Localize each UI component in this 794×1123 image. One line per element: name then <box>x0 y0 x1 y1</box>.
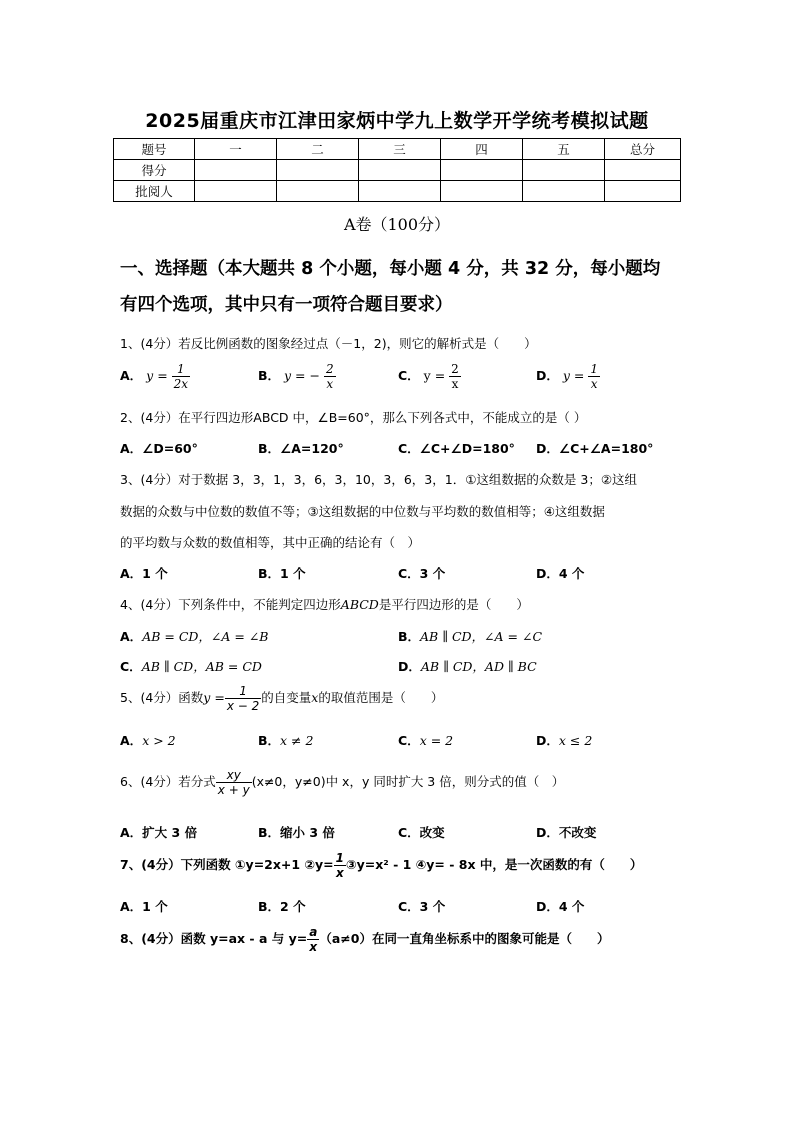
question-7-option-b[interactable]: B．2 个 <box>258 899 306 914</box>
question-3-stem-line1: 3、(4分）对于数据 3，3，1，3，6，3，10，3，6，3，1．①这组数据的众数是 3；②这组 <box>120 472 638 487</box>
function-prefix: y = <box>203 690 225 705</box>
question-4-option-a[interactable] <box>120 627 269 645</box>
question-2-option-b[interactable]: B．∠A=120° <box>258 441 344 456</box>
section-heading-line2: 有四个选项，其中只有一项符合题目要求） <box>120 295 453 315</box>
question-5-option-d[interactable] <box>536 731 592 749</box>
question-3-stem-line3: 的平均数与众数的数值相等，其中正确的结论有（ ） <box>120 535 421 550</box>
grader-cell[interactable] <box>523 181 605 202</box>
row-label: 得分 <box>114 160 195 181</box>
option-fraction <box>172 362 190 391</box>
option-text: x ≠ 2 <box>280 733 314 748</box>
option-letter: A． <box>120 733 143 748</box>
fraction-denominator: x <box>451 377 459 391</box>
grader-row <box>114 181 681 202</box>
option-prefix: y = − <box>284 368 320 383</box>
grader-cell[interactable] <box>359 181 441 202</box>
header-cell: 三 <box>359 139 441 160</box>
fraction-denominator: 2x <box>173 377 189 391</box>
option-text: AB ∥ CD，∠A = ∠C <box>420 629 543 644</box>
grader-cell[interactable] <box>441 181 523 202</box>
question-1-option-c[interactable] <box>398 362 461 391</box>
question-1-option-d[interactable] <box>536 362 600 391</box>
fraction-denominator: x <box>590 377 598 391</box>
question-2-option-d[interactable]: D．∠C+∠A=180° <box>536 441 654 456</box>
option-prefix: y = <box>423 368 446 383</box>
question-3-option-d[interactable]: D．4 个 <box>536 566 585 581</box>
question-2-stem: 2、(4分）在平行四边形ABCD 中，∠B=60°，那么下列各式中，不能成立的是（ ） <box>120 410 587 425</box>
option-text: x = 2 <box>419 733 454 748</box>
stem-text: 8、(4分）函数 y=ax - a 与 y= <box>120 931 308 946</box>
question-5-option-c[interactable] <box>398 731 453 749</box>
option-letter: D． <box>536 368 559 383</box>
option-text: AB ∥ CD，AD ∥ BC <box>420 659 537 674</box>
question-6-option-d[interactable]: D．不改变 <box>536 825 597 840</box>
stem-fraction <box>307 925 319 954</box>
stem-text: 的自变量 <box>261 690 312 705</box>
grader-cell[interactable] <box>277 181 359 202</box>
question-3-option-c[interactable]: C．3 个 <box>398 566 446 581</box>
question-1-option-b[interactable] <box>258 362 336 391</box>
question-2-option-c[interactable]: C．∠C+∠D=180° <box>398 441 515 456</box>
score-cell[interactable] <box>195 160 277 181</box>
question-7-option-d[interactable]: D．4 个 <box>536 899 585 914</box>
header-cell: 二 <box>277 139 359 160</box>
volume-heading: A卷（100分） <box>343 215 451 234</box>
score-cell[interactable] <box>605 160 681 181</box>
row-label: 批阅人 <box>114 181 195 202</box>
question-3-option-b[interactable]: B．1 个 <box>258 566 306 581</box>
option-prefix: y = <box>146 368 168 383</box>
question-8-stem <box>120 925 609 954</box>
score-cell[interactable] <box>277 160 359 181</box>
fraction-denominator: x + y <box>217 783 250 797</box>
fraction-numerator: 2 <box>451 362 459 376</box>
stem-math: ABCD <box>340 597 379 612</box>
header-cell: 五 <box>523 139 605 160</box>
option-letter: B． <box>258 368 281 383</box>
question-4-option-c[interactable] <box>120 657 262 675</box>
stem-fraction <box>334 851 346 880</box>
stem-text: 的取值范围是（ ） <box>318 690 444 705</box>
question-6-stem <box>120 768 564 797</box>
option-text: AB ∥ CD，AB = CD <box>141 659 262 674</box>
question-3-option-a[interactable]: A．1 个 <box>120 566 168 581</box>
option-letter: D． <box>398 659 421 674</box>
question-7-stem <box>120 851 642 880</box>
question-6-option-c[interactable]: C．改变 <box>398 825 445 840</box>
fraction-denominator: x <box>309 940 318 954</box>
question-7-option-c[interactable]: C．3 个 <box>398 899 446 914</box>
question-5-option-a[interactable] <box>120 731 176 749</box>
question-5-option-b[interactable] <box>258 731 313 749</box>
question-1-option-a[interactable] <box>120 362 190 391</box>
section-heading-line1: 一、选择题（本大题共 8 个小题，每小题 4 分，共 32 分，每小题均 <box>120 259 661 279</box>
stem-text: (x≠0，y≠0)中 x，y 同时扩大 3 倍，则分式的值（ ） <box>251 774 565 789</box>
header-cell: 总分 <box>605 139 681 160</box>
header-cell: 四 <box>441 139 523 160</box>
fraction-denominator: x <box>326 377 334 391</box>
fraction-numerator: 1 <box>172 362 190 377</box>
option-text: AB = CD，∠A = ∠B <box>142 629 269 644</box>
question-2-option-a[interactable]: A．∠D=60° <box>120 441 198 456</box>
grader-cell[interactable] <box>605 181 681 202</box>
fraction-numerator: a <box>309 925 318 939</box>
stem-text: ③y=x² - 1 ④y= - 8x 中，是一次函数的有（ ） <box>346 857 643 872</box>
score-cell[interactable] <box>359 160 441 181</box>
fraction-numerator: xy <box>216 768 252 783</box>
question-3-stem-line2: 数据的众数与中位数的数值不等；③这组数据的中位数与平均数的数值相等；④这组数据 <box>120 504 605 519</box>
fraction-numerator: 1 <box>590 362 599 376</box>
stem-text: （a≠0）在同一直角坐标系中的图象可能是（ ） <box>319 931 610 946</box>
option-fraction <box>588 362 600 391</box>
fraction-numerator: 1 <box>225 684 261 699</box>
question-4-option-b[interactable] <box>398 627 542 645</box>
option-fraction <box>324 362 336 391</box>
header-cell: 题号 <box>114 139 195 160</box>
stem-text: 4、(4分）下列条件中，不能判定四边形 <box>120 597 341 612</box>
fraction-numerator: 1 <box>335 851 345 865</box>
exam-title: 2025届重庆市江津田家炳中学九上数学开学统考模拟试题 <box>145 110 649 132</box>
fraction-denominator: x − 2 <box>226 699 260 713</box>
option-letter: B． <box>398 629 421 644</box>
option-letter: B． <box>258 733 281 748</box>
question-5-stem <box>120 684 443 713</box>
stem-variable: x <box>311 690 319 705</box>
option-prefix: y = <box>562 368 585 383</box>
score-cell[interactable] <box>523 160 605 181</box>
stem-text: 7、(4分）下列函数 ①y=2x+1 ②y= <box>120 857 334 872</box>
grader-cell[interactable] <box>195 181 277 202</box>
stem-text: 是平行四边形的是（ ） <box>378 597 529 612</box>
option-letter: C． <box>120 659 142 674</box>
score-table-header-row <box>114 139 681 160</box>
option-letter: C． <box>398 733 420 748</box>
option-text: x > 2 <box>142 733 176 748</box>
header-cell: 一 <box>195 139 277 160</box>
stem-text: 6、(4分）若分式 <box>120 774 216 789</box>
option-letter: A． <box>120 368 143 383</box>
option-fraction <box>449 362 461 391</box>
question-7-option-a[interactable]: A．1 个 <box>120 899 168 914</box>
question-6-option-a[interactable]: A．扩大 3 倍 <box>120 825 198 840</box>
option-text: x ≤ 2 <box>558 733 593 748</box>
stem-fraction <box>216 768 252 797</box>
option-letter: C． <box>398 368 420 383</box>
question-4-stem <box>120 595 529 613</box>
question-6-option-b[interactable]: B．缩小 3 倍 <box>258 825 335 840</box>
option-letter: D． <box>536 733 559 748</box>
score-table <box>113 138 681 202</box>
fraction-numerator: 2 <box>325 362 334 376</box>
score-cell[interactable] <box>441 160 523 181</box>
fraction-denominator: x <box>335 866 344 880</box>
option-letter: A． <box>120 629 143 644</box>
question-1-stem: 1、(4分）若反比例函数的图象经过点（－1，2)，则它的解析式是（ ） <box>120 336 537 351</box>
function-fraction <box>225 684 261 713</box>
stem-text: 5、(4分）函数 <box>120 690 204 705</box>
question-4-option-d[interactable] <box>398 657 537 675</box>
score-row <box>114 160 681 181</box>
